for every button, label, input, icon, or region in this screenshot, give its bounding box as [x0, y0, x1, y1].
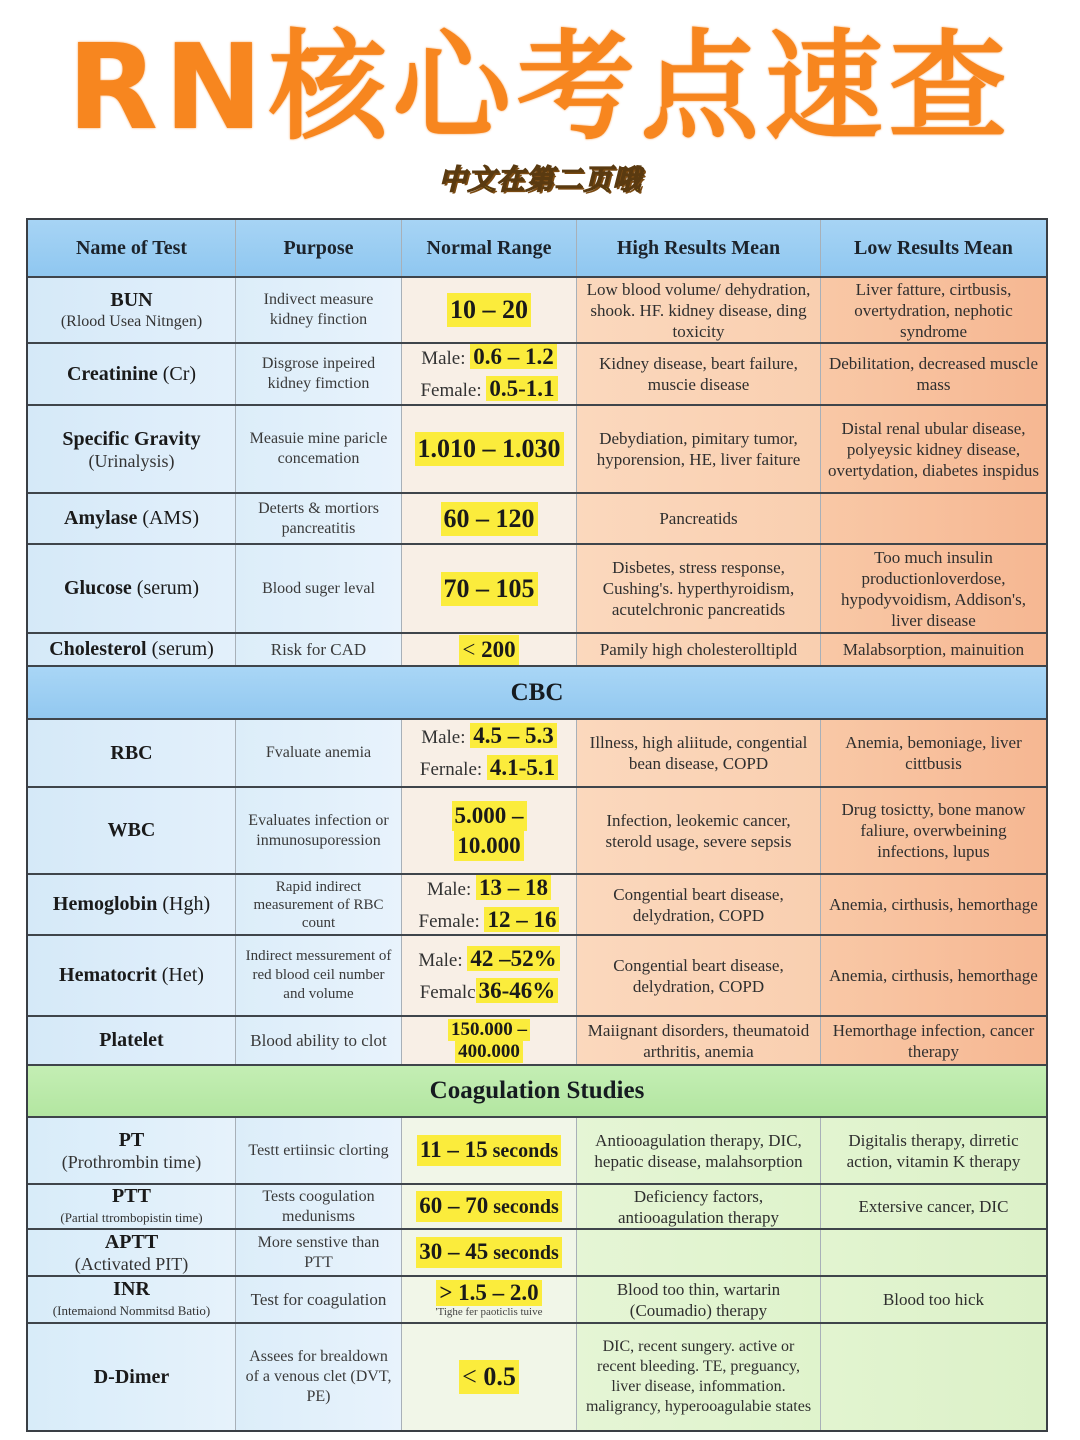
test-abbrev: (Hgh) — [157, 893, 211, 915]
section-header-cbc: CBC — [28, 667, 1046, 720]
high-results-cell: Debydiation, pimitary tumor, hyporension, HE, liver faiture — [577, 406, 821, 492]
test-name-cell — [28, 1185, 236, 1228]
test-name: Cholesterol — [49, 638, 147, 660]
high-results-cell: Congential beart disease, delydration, COPD — [577, 936, 821, 1015]
male-label: Male: — [426, 878, 477, 900]
test-fullname: (Activated PIT) — [74, 1254, 189, 1274]
test-name-cell — [28, 875, 236, 934]
high-results-cell: Pancreatids — [577, 494, 821, 543]
test-name: APTT — [104, 1231, 159, 1253]
test-name-cell — [28, 1118, 236, 1183]
table-row-ptt — [28, 1185, 1046, 1230]
table-row-rbc — [28, 720, 1046, 788]
test-abbrev: (Het) — [156, 964, 204, 986]
test-abbrev: (Cr) — [157, 362, 197, 385]
test-name-cell — [28, 278, 236, 342]
normal-range-cell — [402, 875, 577, 934]
test-name-cell — [28, 344, 236, 404]
high-results-cell: Blood too thin, wartarin (Coumadio) therapy — [577, 1277, 821, 1322]
male-range: 0.6 – 1.2 — [470, 344, 557, 369]
high-results-cell: Illness, high aliitude, congential bean disease, COPD — [577, 720, 821, 786]
female-range: 4.1-5.1 — [487, 755, 558, 780]
purpose-cell: Testt ertiinsic clorting — [236, 1118, 402, 1183]
high-results-cell: Maiignant disorders, theumatoid arthritis, anemia — [577, 1017, 821, 1064]
normal-range-cell — [402, 1324, 577, 1430]
purpose-cell: Assees for brealdown of a venous clet (DVT, PE) — [236, 1324, 402, 1430]
table-row-creatinine — [28, 344, 1046, 406]
table-row-cholesterol — [28, 634, 1046, 667]
test-name: Hemoglobin — [52, 893, 158, 915]
column-header-purpose: Purpose — [236, 220, 402, 276]
low-results-cell: Blood too hick — [821, 1277, 1046, 1322]
normal-range-value: 1.010 – 1.030 — [415, 432, 564, 466]
purpose-cell: Blood ability to clot — [236, 1017, 402, 1064]
female-range: 12 – 16 — [484, 907, 559, 932]
test-fullname: (Partial ttrombopistin time) — [60, 1210, 203, 1225]
purpose-cell: Evaluates infection or inmunosuporession — [236, 788, 402, 873]
test-name-cell — [28, 545, 236, 632]
normal-range-cell — [402, 1230, 577, 1275]
male-range: 42 –52% — [467, 946, 559, 971]
female-label: Fernale: — [419, 759, 487, 780]
test-name-cell — [28, 494, 236, 543]
male-range: 13 – 18 — [476, 875, 551, 900]
purpose-cell: More senstive than PTT — [236, 1230, 402, 1275]
male-range: 4.5 – 5.3 — [470, 723, 557, 748]
test-name-cell — [28, 634, 236, 665]
normal-range-value: 70 – 105 — [441, 572, 538, 606]
low-results-cell — [821, 1230, 1046, 1275]
normal-range-cell — [402, 494, 577, 543]
table-row-hematocrit — [28, 936, 1046, 1017]
test-name: WBC — [107, 819, 156, 841]
test-name: Amylase — [64, 507, 138, 529]
table-row-bun — [28, 278, 1046, 344]
test-fullname: (Prothrombin time) — [61, 1152, 202, 1172]
test-name: BUN — [110, 288, 153, 311]
table-row-wbc — [28, 788, 1046, 875]
test-name-cell — [28, 406, 236, 492]
table-row-amylase — [28, 494, 1046, 545]
low-results-cell: Anemia, cirthusis, hemorthage — [821, 875, 1046, 934]
table-row-d-dimer — [28, 1324, 1046, 1430]
normal-range-cell — [402, 1118, 577, 1183]
normal-range-value: > 1.5 – 2.0 — [436, 1280, 541, 1306]
purpose-cell: Indivect measure kidney finction — [236, 278, 402, 342]
high-results-cell: Pamily high cholesterolltipld — [577, 634, 821, 665]
range-unit: seconds — [488, 1242, 559, 1264]
normal-range-value: 200 — [481, 636, 516, 662]
table-header-row — [28, 220, 1046, 278]
test-name: Hematocrit — [59, 964, 157, 986]
table-row-specific-gravity — [28, 406, 1046, 494]
test-abbrev: (serum) — [131, 577, 199, 599]
normal-range-line1: 5.000 – — [452, 801, 527, 831]
low-results-cell: Anemia, cirthusis, hemorthage — [821, 936, 1046, 1015]
female-label: Female: — [418, 910, 485, 932]
female-range: 0.5-1.1 — [486, 376, 557, 401]
normal-range-cell — [402, 936, 577, 1015]
normal-range-line2: 10.000 — [454, 831, 523, 861]
normal-range-cell — [402, 545, 577, 632]
test-name: Creatinine — [66, 362, 158, 385]
normal-range-line1: 150.000 – — [448, 1019, 530, 1041]
table-row-aptt — [28, 1230, 1046, 1277]
test-fullname: (Rlood Usea Nitngen) — [60, 312, 203, 330]
low-results-cell — [821, 494, 1046, 543]
low-results-cell: Debilitation, decreased muscle mass — [821, 344, 1046, 404]
low-results-cell: Extersive cancer, DIC — [821, 1185, 1046, 1228]
column-header-name: Name of Test — [28, 220, 236, 276]
high-results-cell: Kidney disease, beart failure, muscie disease — [577, 344, 821, 404]
range-comparator: < — [462, 1362, 484, 1391]
test-name-cell — [28, 1324, 236, 1430]
purpose-cell: Deterts & mortiors pancreatitis — [236, 494, 402, 543]
normal-range-value: 11 – 15 — [419, 1137, 488, 1162]
test-name: D-Dimer — [93, 1365, 170, 1388]
low-results-cell: Digitalis therapy, dirretic action, vitamin K therapy — [821, 1118, 1046, 1183]
test-name-cell — [28, 788, 236, 873]
test-name-cell — [28, 1277, 236, 1322]
normal-range-cell — [402, 406, 577, 492]
purpose-cell: Tests coogulation medunisms — [236, 1185, 402, 1228]
low-results-cell: Liver fatture, cirtbusis, overtydration, nephotic syndrome — [821, 278, 1046, 342]
column-header-normal-range: Normal Range — [402, 220, 577, 276]
low-results-cell: Too much insulin productionloverdose, hypodyvoidism, Addison's, liver disease — [821, 545, 1046, 632]
table-row-inr — [28, 1277, 1046, 1324]
low-results-cell: Distal renal ubular disease, polyeysic kidney disease, overtydation, diabetes inspidus — [821, 406, 1046, 492]
male-label: Male: — [421, 348, 471, 369]
page-title: RN核心考点速查 — [67, 18, 1013, 156]
high-results-cell: Congential beart disease, delydration, COPD — [577, 875, 821, 934]
purpose-cell: Indirect messurement of red blood ceil number and volume — [236, 936, 402, 1015]
female-range: 36-46% — [476, 978, 559, 1003]
female-label: Female: — [420, 380, 487, 401]
test-name: PTT — [112, 1185, 151, 1207]
section-header-coagulation: Coagulation Studies — [28, 1066, 1046, 1118]
normal-range-cell — [402, 1017, 577, 1064]
high-results-cell: Infection, leokemic cancer, sterold usage, severe sepsis — [577, 788, 821, 873]
table-row-pt — [28, 1118, 1046, 1185]
table-row-platelet — [28, 1017, 1046, 1066]
female-label: Femalc — [419, 981, 476, 1003]
purpose-cell: Test for coagulation — [236, 1277, 402, 1322]
purpose-cell: Blood suger leval — [236, 545, 402, 632]
normal-range-cell — [402, 720, 577, 786]
normal-range-value: 10 – 20 — [447, 293, 531, 327]
high-results-cell: DIC, recent sungery. active or recent bleeding. TE, preguancy, liver disease, infommation. maligrancy, hyperooagulabie states — [577, 1324, 821, 1430]
test-abbrev: (AMS) — [137, 507, 199, 529]
page-subtitle: 中文在第二页哦 — [438, 163, 642, 196]
low-results-cell — [821, 1324, 1046, 1430]
normal-range-value: 30 – 45 — [419, 1239, 489, 1264]
purpose-cell: Fvaluate anemia — [236, 720, 402, 786]
normal-range-line2: 400.000 — [455, 1041, 523, 1063]
normal-range-cell — [402, 788, 577, 873]
low-results-cell: Anemia, bemoniage, liver cittbusis — [821, 720, 1046, 786]
normal-range-cell — [402, 278, 577, 342]
purpose-cell: Rapid indirect measurement of RBC count — [236, 875, 402, 934]
high-results-cell: Disbetes, stress response, Cushing's. hyperthyroidism, acutelchronic pancreatids — [577, 545, 821, 632]
normal-range-cell — [402, 1185, 577, 1228]
range-unit: seconds — [487, 1140, 559, 1162]
low-results-cell: Malabsorption, mainuition — [821, 634, 1046, 665]
normal-range-value: 60 – 120 — [441, 502, 538, 536]
lab-values-table — [26, 218, 1048, 1432]
purpose-cell: Measuie mine paricle concemation — [236, 406, 402, 492]
high-results-cell: Antiooagulation therapy, DIC, hepatic disease, malahsorption — [577, 1118, 821, 1183]
test-name-cell — [28, 1017, 236, 1064]
test-fullname: (Intemaiond Nommitsd Batio) — [52, 1303, 211, 1318]
normal-range-value: 0.5 — [483, 1362, 516, 1391]
high-results-cell: Low blood volume/ dehydration, shook. HF. kidney disease, ding toxicity — [577, 278, 821, 342]
test-fullname: (Urinalysis) — [88, 450, 175, 471]
column-header-high-results: High Results Mean — [577, 220, 821, 276]
test-name-cell — [28, 1230, 236, 1275]
table-row-glucose — [28, 545, 1046, 634]
normal-range-cell — [402, 344, 577, 404]
normal-range-cell — [402, 1277, 577, 1322]
test-name: Glucose — [64, 577, 132, 599]
purpose-cell: Risk for CAD — [236, 634, 402, 665]
low-results-cell: Hemorthage infection, cancer therapy — [821, 1017, 1046, 1064]
male-label: Male: — [418, 949, 468, 971]
test-name: PT — [118, 1129, 145, 1151]
low-results-cell: Drug tosictty, bone manow faliure, overwbeining infections, lupus — [821, 788, 1046, 873]
test-name-cell — [28, 720, 236, 786]
normal-range-cell — [402, 634, 577, 665]
high-results-cell: Deficiency factors, antiooagulation therapy — [577, 1185, 821, 1228]
table-row-hemoglobin — [28, 875, 1046, 936]
male-label: Male: — [421, 727, 471, 748]
high-results-cell — [577, 1230, 821, 1275]
test-abbrev: (serum) — [146, 638, 214, 660]
test-name-cell — [28, 936, 236, 1015]
purpose-cell: Disgrose inpeired kidney fimction — [236, 344, 402, 404]
range-unit: seconds — [488, 1196, 559, 1218]
test-name: Specific Gravity — [62, 427, 201, 450]
normal-range-value: 60 – 70 — [419, 1193, 489, 1218]
test-name: Platelet — [99, 1029, 164, 1051]
range-footnote: 'Tighe fer paoticlis tuive — [435, 1306, 543, 1318]
test-name: RBC — [110, 741, 153, 764]
column-header-low-results: Low Results Mean — [821, 220, 1046, 276]
range-comparator: < — [462, 636, 482, 662]
test-name: INR — [113, 1278, 150, 1300]
